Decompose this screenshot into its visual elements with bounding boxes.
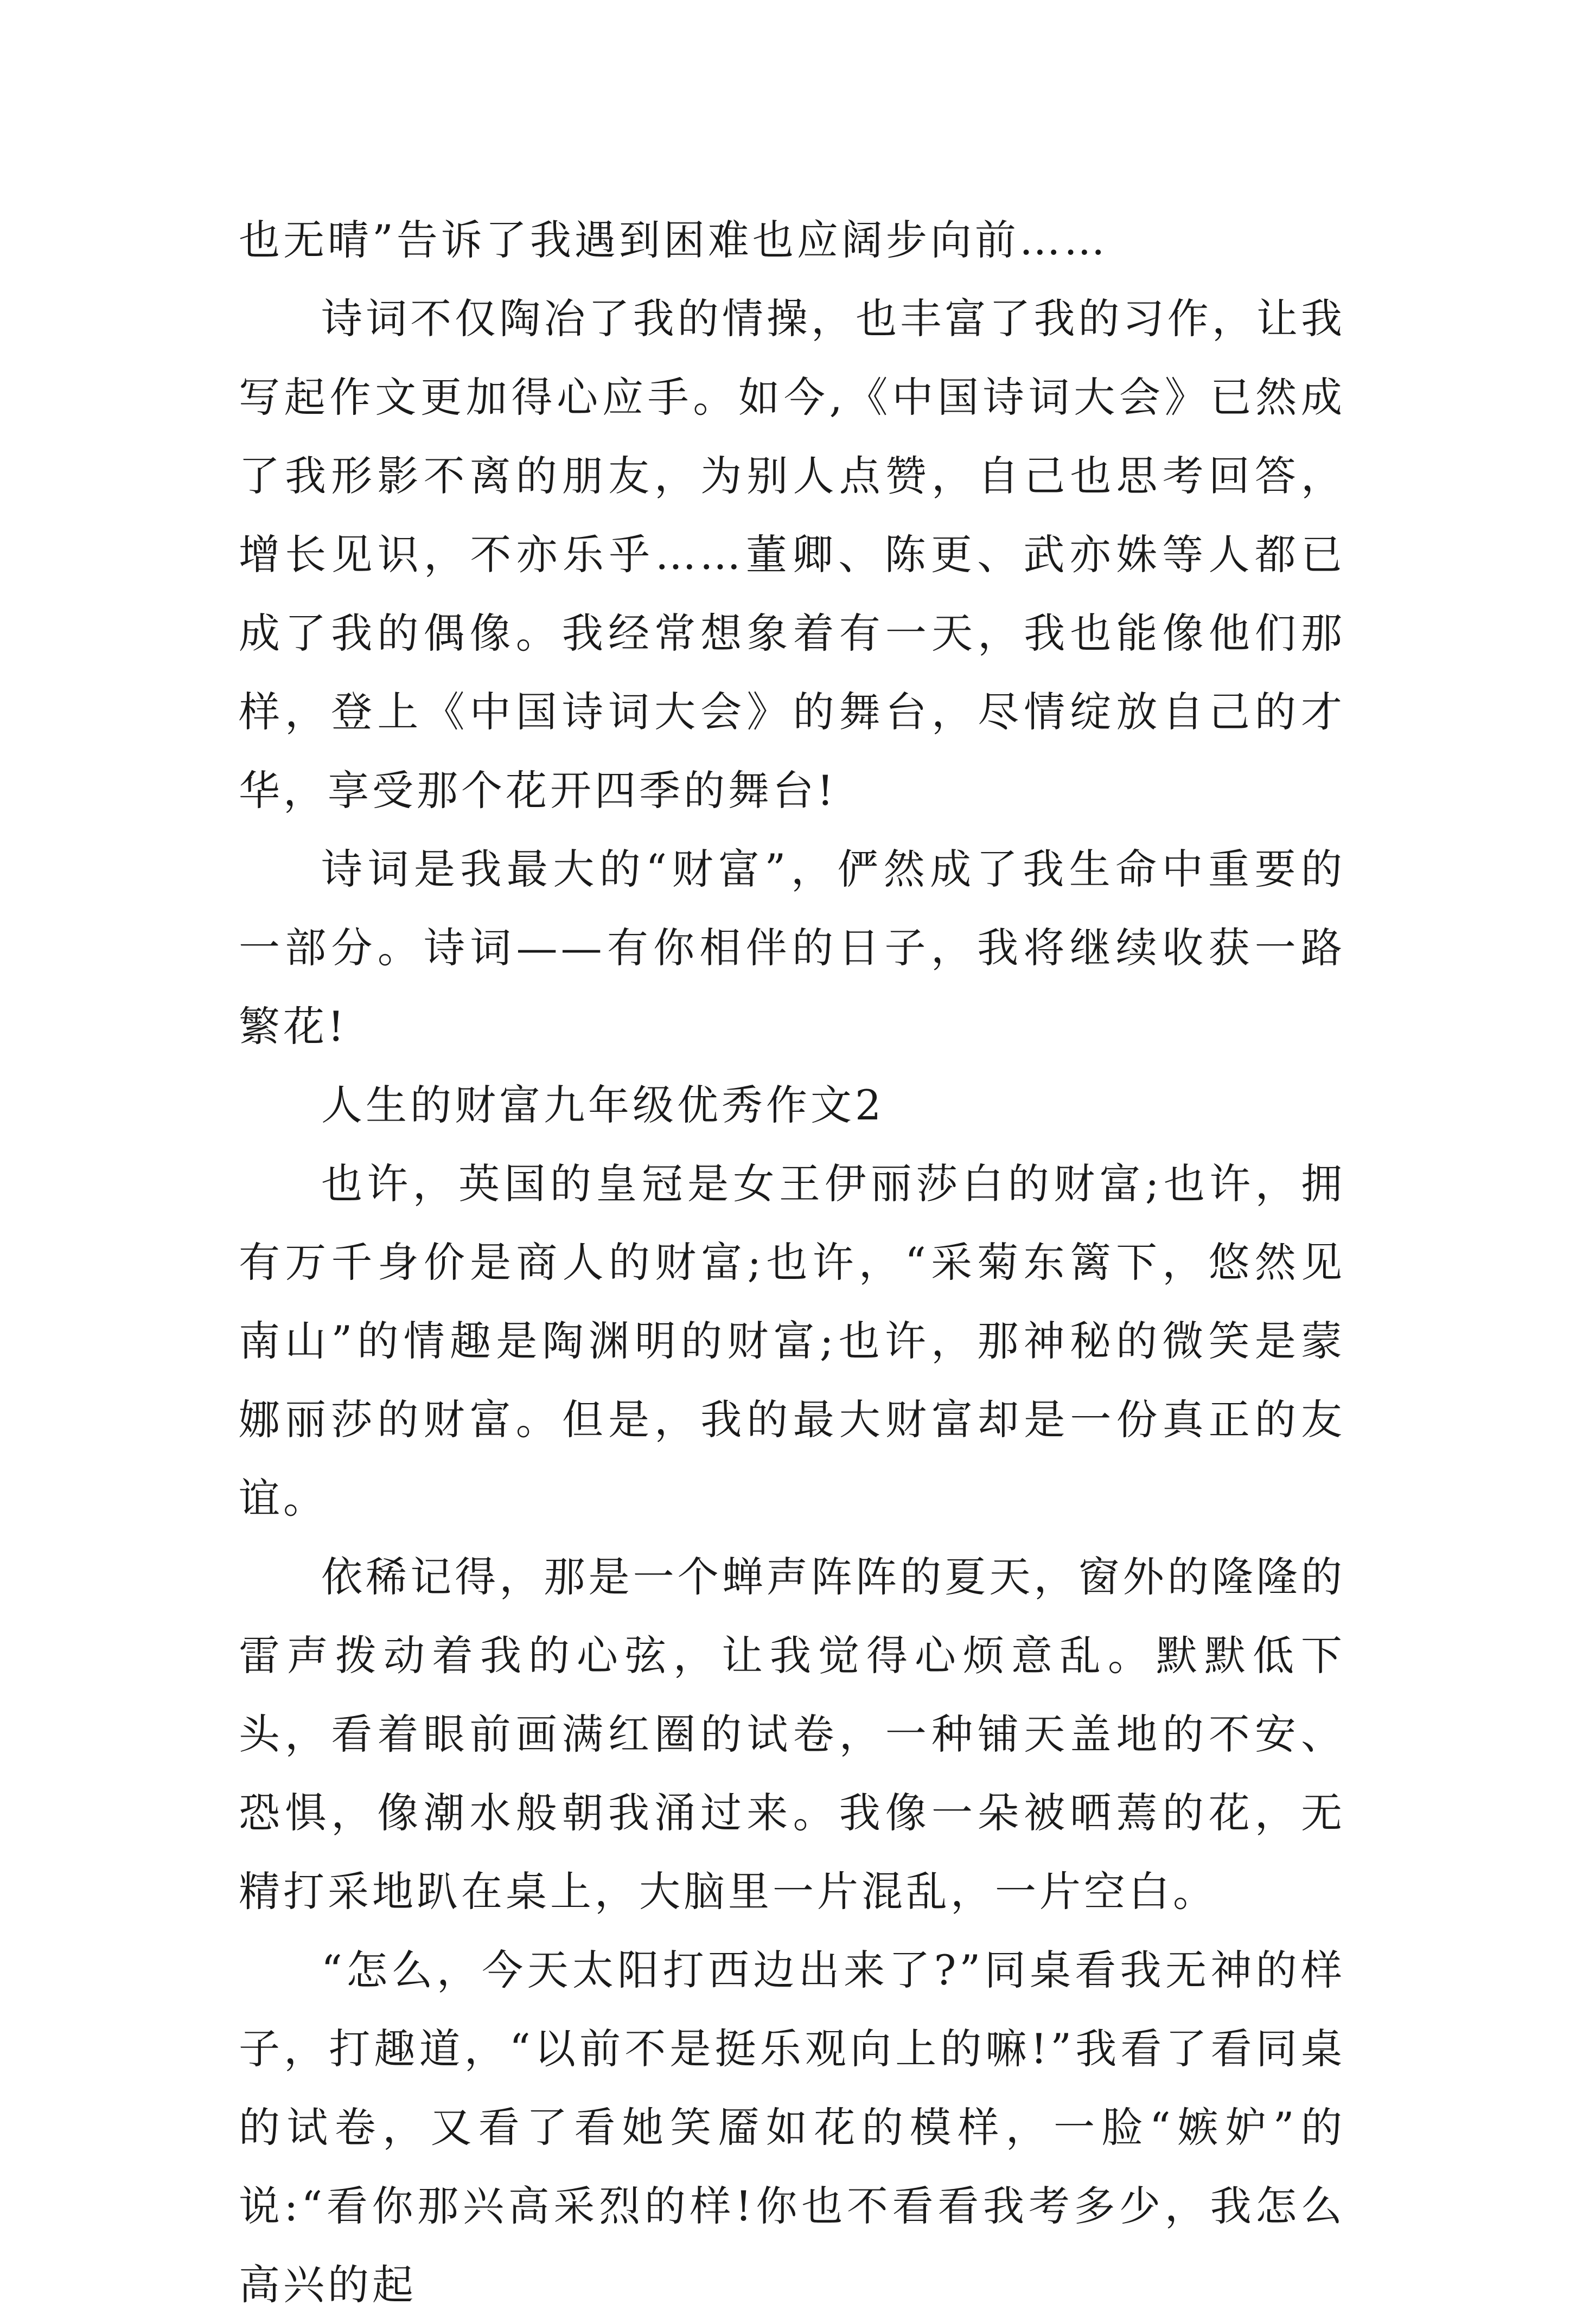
- paragraph: 依稀记得，那是一个蝉声阵阵的夏天，窗外的隆隆的雷声拨动着我的心弦，让我觉得心烦意乱。默默低下头，看着眼前画满红圈的试卷，一种铺天盖地的不安、恐惧，像潮水般朝我涌过来。我像一朵被晒蔫的花，无精打采地趴在桌上，大脑里一片混乱，一片空白。: [239, 1553, 1345, 1916]
- paragraph-continuation: 也无晴”告诉了我遇到困难也应阔步向前……: [239, 216, 1108, 264]
- essay-title: 人生的财富九年级优秀作文2: [321, 1081, 885, 1129]
- paragraph: “怎么，今天太阳打西边出来了?”同桌看我无神的样子，打趣道，“以前不是挺乐观向上的嘛!”我看了看同桌的试卷，又看了看她笑靥如花的模样，一脸“嫉妒”的说:“看你那兴高采烈的样!你也不看看我考多少，我怎么高兴的起: [239, 1946, 1345, 2309]
- paragraph: 诗词是我最大的“财富”，俨然成了我生命中重要的一部分。诗词——有你相伴的日子，我将继续收获一路繁花!: [239, 845, 1345, 1051]
- paragraph: 诗词不仅陶冶了我的情操，也丰富了我的习作，让我写起作文更加得心应手。如今,《中国诗词大会》已然成了我形影不离的朋友，为别人点赞，自己也思考回答，增长见识，不亦乐乎……董卿、陈更、武亦姝等人都已成了我的偶像。我经常想象着有一天，我也能像他们那样，登上《中国诗词大会》的舞台，尽情绽放自己的才华，享受那个花开四季的舞台!: [239, 294, 1345, 815]
- paragraph: 也许，英国的皇冠是女王伊丽莎白的财富;也许，拥有万千身价是商人的财富;也许，“采菊东篱下，悠然见南山”的情趣是陶渊明的财富;也许，那神秘的微笑是蒙娜丽莎的财富。但是，我的最大财富却是一份真正的友谊。: [239, 1160, 1345, 1522]
- document-body: [239, 201, 1345, 2324]
